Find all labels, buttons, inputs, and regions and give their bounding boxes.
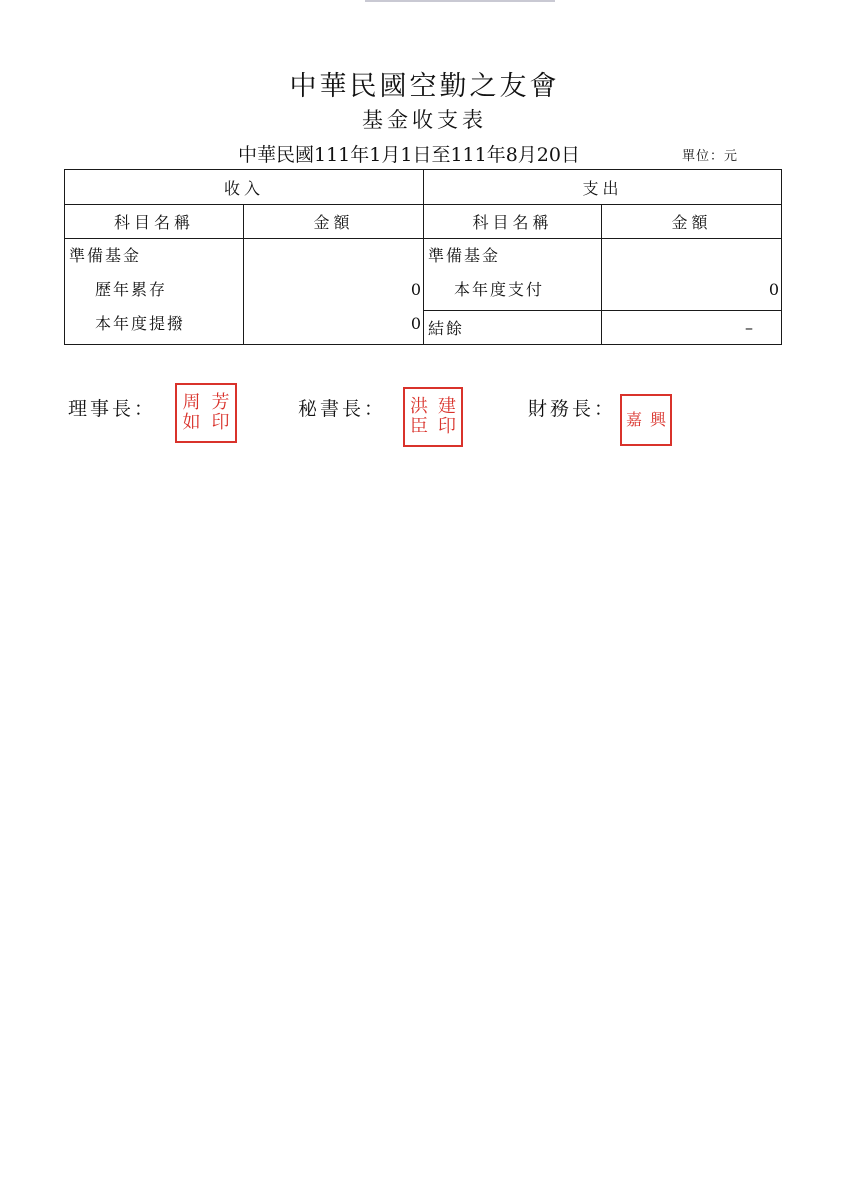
- document-title: 基金收支表: [362, 108, 487, 132]
- balance-label: 結餘: [424, 311, 602, 345]
- section-header-row: [65, 170, 782, 205]
- column-header-row: [65, 205, 782, 239]
- expense-header: 支出: [424, 170, 782, 205]
- chairman-signature-label: 理事長：: [68, 398, 157, 420]
- currency-unit: 單位：元: [682, 149, 739, 164]
- income-amount-column-header: 金額: [244, 205, 424, 239]
- expense-items-cell: [424, 239, 602, 311]
- expense-item-label: 本年度支付: [454, 280, 545, 299]
- expense-item-column-header: 科目名稱: [424, 205, 602, 239]
- income-amount: [244, 239, 423, 273]
- income-amount: 0: [410, 314, 422, 333]
- expense-amount: 0: [768, 280, 780, 299]
- income-item-column-header: 科目名稱: [65, 205, 244, 239]
- fund-ledger-table: [64, 169, 782, 345]
- secretary-signature-label: 秘書長：: [298, 398, 387, 420]
- ledger-body-row: [65, 239, 782, 311]
- expense-item-label: 準備基金: [428, 246, 501, 265]
- expense-amount: [602, 239, 781, 273]
- balance-amount: –: [602, 311, 782, 345]
- organization-title: 中華民國空勤之友會: [289, 71, 560, 102]
- income-item-label: 準備基金: [69, 246, 142, 265]
- income-items-cell: [65, 239, 244, 345]
- scan-edge-line: [365, 0, 555, 2]
- secretary-seal-stamp: 洪 建 臣 印: [403, 387, 463, 447]
- income-header: 收入: [65, 170, 424, 205]
- treasurer-signature-label: 財務長：: [528, 398, 617, 420]
- income-amounts-cell: [244, 239, 424, 345]
- chairman-seal-stamp: 周 芳 如 印: [175, 383, 237, 443]
- income-item-label: 本年度提撥: [95, 314, 186, 333]
- income-item-label: 歷年累存: [95, 280, 168, 299]
- expense-amounts-cell: [602, 239, 782, 311]
- expense-amount-column-header: 金額: [602, 205, 782, 239]
- reporting-period: 中華民國111年1月1日至111年8月20日: [238, 144, 580, 166]
- treasurer-seal-stamp: 嘉 興: [620, 394, 672, 446]
- income-amount: 0: [410, 280, 422, 299]
